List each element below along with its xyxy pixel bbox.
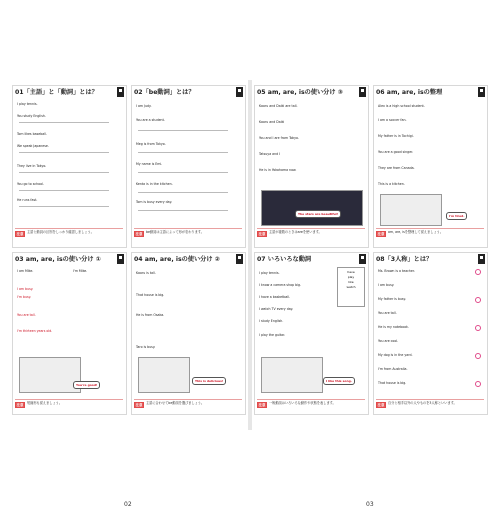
- example-line: I'm from Australia.: [378, 367, 408, 371]
- section-03: [12, 252, 127, 415]
- illustration-image: [261, 190, 363, 226]
- answer-line: [138, 152, 228, 153]
- qr-mark: [236, 254, 243, 264]
- example-line: I watch TV every day.: [259, 307, 294, 311]
- qr-mark: [359, 254, 366, 264]
- section-01: [12, 85, 127, 248]
- note-tag: 注意: [258, 402, 266, 407]
- speech-bubble: I'm tired.: [446, 212, 467, 220]
- example-line: They live in Tokyo.: [17, 164, 47, 168]
- section-07: [254, 252, 369, 415]
- example-line: Alex is a high school student.: [378, 104, 425, 108]
- example-line: My father is in Tochigi.: [378, 134, 414, 138]
- example-line: I study English.: [259, 319, 284, 323]
- section-title: 03 am, are, isの使い分け ①: [15, 256, 101, 263]
- section-title: 04 am, are, isの使い分け ②: [134, 256, 220, 263]
- right-page: [254, 85, 488, 508]
- example-line: My name is Emi.: [136, 162, 163, 166]
- circle-mark-icon: [475, 381, 481, 387]
- speech-bubble: This is delicious!: [192, 377, 226, 385]
- example-line: My father is busy.: [378, 297, 406, 301]
- section-02: [131, 85, 246, 248]
- example-line: That house is big.: [378, 381, 407, 385]
- section-05: [254, 85, 369, 248]
- example-line: I play the guitar.: [259, 333, 286, 337]
- example-line: That house is big.: [136, 293, 165, 297]
- example-line: I am busy.: [17, 287, 34, 291]
- example-line: Kaoru is tall.: [136, 271, 156, 275]
- example-line: I play tennis.: [17, 102, 38, 106]
- answer-line: [138, 172, 228, 173]
- example-line: Taro is busy.: [136, 345, 156, 349]
- note-text: be動詞は主語によって形が変わります。: [146, 230, 204, 234]
- note-tag: 注意: [377, 402, 385, 407]
- word-box-item: watch: [346, 285, 356, 289]
- qr-mark: [359, 87, 366, 97]
- answer-line: [138, 192, 228, 193]
- note-text: 主語と動詞の区別をしっかり確認しましょう。: [27, 230, 94, 234]
- example-line: I play tennis.: [259, 271, 280, 275]
- note-text: 主語が複数のときはareを使います。: [269, 230, 322, 234]
- qr-mark: [478, 254, 485, 264]
- answer-line: [138, 210, 228, 211]
- circle-mark-icon: [475, 269, 481, 275]
- qr-mark: [236, 87, 243, 97]
- example-line: I am a soccer fan.: [378, 118, 407, 122]
- qr-mark: [117, 87, 124, 97]
- illustration-image: [138, 357, 190, 393]
- example-line: You are a good singer.: [378, 150, 414, 154]
- example-line: You study English.: [17, 114, 46, 118]
- example-line: You are a student.: [136, 118, 165, 122]
- word-box-item: have: [347, 270, 355, 274]
- example-line: Kaoru and Daiki: [259, 120, 285, 124]
- example-line: They are from Canada.: [378, 166, 415, 170]
- note-text: 短縮形も覚えましょう。: [27, 401, 63, 405]
- note-text: am, are, isを整理して覚えましょう。: [388, 230, 444, 234]
- note-box: [376, 399, 484, 412]
- example-line: I have a basketball.: [259, 295, 291, 299]
- note-box: [15, 228, 123, 241]
- section-title: 07 いろいろな動詞: [257, 256, 312, 263]
- example-line: I am Judy.: [136, 104, 152, 108]
- example-line: You and I are from Tokyo.: [259, 136, 299, 140]
- example-line: I know a camera shop big.: [259, 283, 302, 287]
- answer-line: [19, 206, 109, 207]
- section-06: [373, 85, 488, 248]
- answer-line: [19, 122, 109, 123]
- section-title: 05 am, are, isの使い分け ③: [257, 89, 343, 96]
- example-line: I'm Mike.: [73, 269, 88, 273]
- example-line: Kenta is in the kitchen.: [136, 182, 173, 186]
- example-line: I'm busy.: [17, 295, 32, 299]
- page-number: 03: [366, 501, 374, 508]
- example-line: My dog is in the yard.: [378, 353, 413, 357]
- example-line: I am Mike.: [17, 269, 34, 273]
- example-line: You go to school.: [17, 182, 44, 186]
- note-box: [376, 228, 484, 241]
- note-box: [134, 399, 242, 412]
- note-box: [257, 228, 365, 241]
- circle-mark-icon: [475, 325, 481, 331]
- note-text: 一般動詞はいろいろな動作や状態を表します。: [269, 401, 336, 405]
- answer-line: [138, 130, 228, 131]
- illustration-image: [19, 357, 81, 393]
- section-08: [373, 252, 488, 415]
- answer-line: [19, 152, 109, 153]
- note-tag: 注意: [377, 231, 385, 236]
- answer-line: [19, 172, 109, 173]
- note-text: 自分と相手以外の人やものを3人称といいます。: [388, 401, 457, 405]
- example-line: This is a kitchen.: [378, 182, 405, 186]
- word-box-item: play: [347, 275, 355, 279]
- speech-bubble: I like this song.: [323, 377, 355, 385]
- section-title: 01「主語」と「動詞」とは？: [15, 89, 98, 96]
- speech-bubble: You're good!: [73, 381, 100, 389]
- section-04: [131, 252, 246, 415]
- example-line: You are cool.: [378, 339, 399, 343]
- page-gutter: [248, 80, 252, 430]
- speech-bubble: The stars are beautiful!: [295, 210, 341, 218]
- qr-mark: [117, 254, 124, 264]
- section-title: 06 am, are, isの整理: [376, 89, 443, 96]
- note-box: [134, 228, 242, 241]
- example-line: Ms. Brown is a teacher.: [378, 269, 415, 273]
- note-tag: 注意: [135, 231, 143, 236]
- example-line: Meg is from Tokyo.: [136, 142, 166, 146]
- note-box: [257, 399, 365, 412]
- example-line: You are tall.: [378, 311, 397, 315]
- example-line: Tatsuya and I: [259, 152, 281, 156]
- example-line: He runs fast.: [17, 198, 38, 202]
- note-tag: 注意: [16, 402, 24, 407]
- section-title: 02「be動詞」とは？: [134, 89, 195, 96]
- word-box-item: like: [348, 280, 354, 284]
- example-line: I'm thirteen years old.: [17, 329, 53, 333]
- word-box: [337, 267, 365, 307]
- example-line: Tom likes baseball.: [17, 132, 47, 136]
- example-line: He is from Osaka.: [136, 313, 165, 317]
- note-tag: 注意: [135, 402, 143, 407]
- example-line: He is my notebook.: [378, 325, 409, 329]
- note-tag: 注意: [258, 231, 266, 236]
- example-line: Kaoru and Daiki are tall.: [259, 104, 298, 108]
- illustration-image: [380, 194, 442, 226]
- section-title: 08「3人称」とは？: [376, 256, 433, 263]
- page-number: 02: [124, 501, 132, 508]
- left-page: [12, 85, 246, 508]
- qr-mark: [478, 87, 485, 97]
- example-line: He is in Yokohama now.: [259, 168, 297, 172]
- example-line: You are tall.: [17, 313, 36, 317]
- circle-mark-icon: [475, 353, 481, 359]
- note-tag: 注意: [16, 231, 24, 236]
- note-box: [15, 399, 123, 412]
- example-line: Tom is busy every day.: [136, 200, 173, 204]
- example-line: We speak Japanese.: [17, 144, 49, 148]
- answer-line: [19, 190, 109, 191]
- example-line: I am busy.: [378, 283, 395, 287]
- illustration-image: [261, 357, 323, 393]
- note-text: 主語に合わせてbe動詞を選びましょう。: [146, 401, 205, 405]
- circle-mark-icon: [475, 297, 481, 303]
